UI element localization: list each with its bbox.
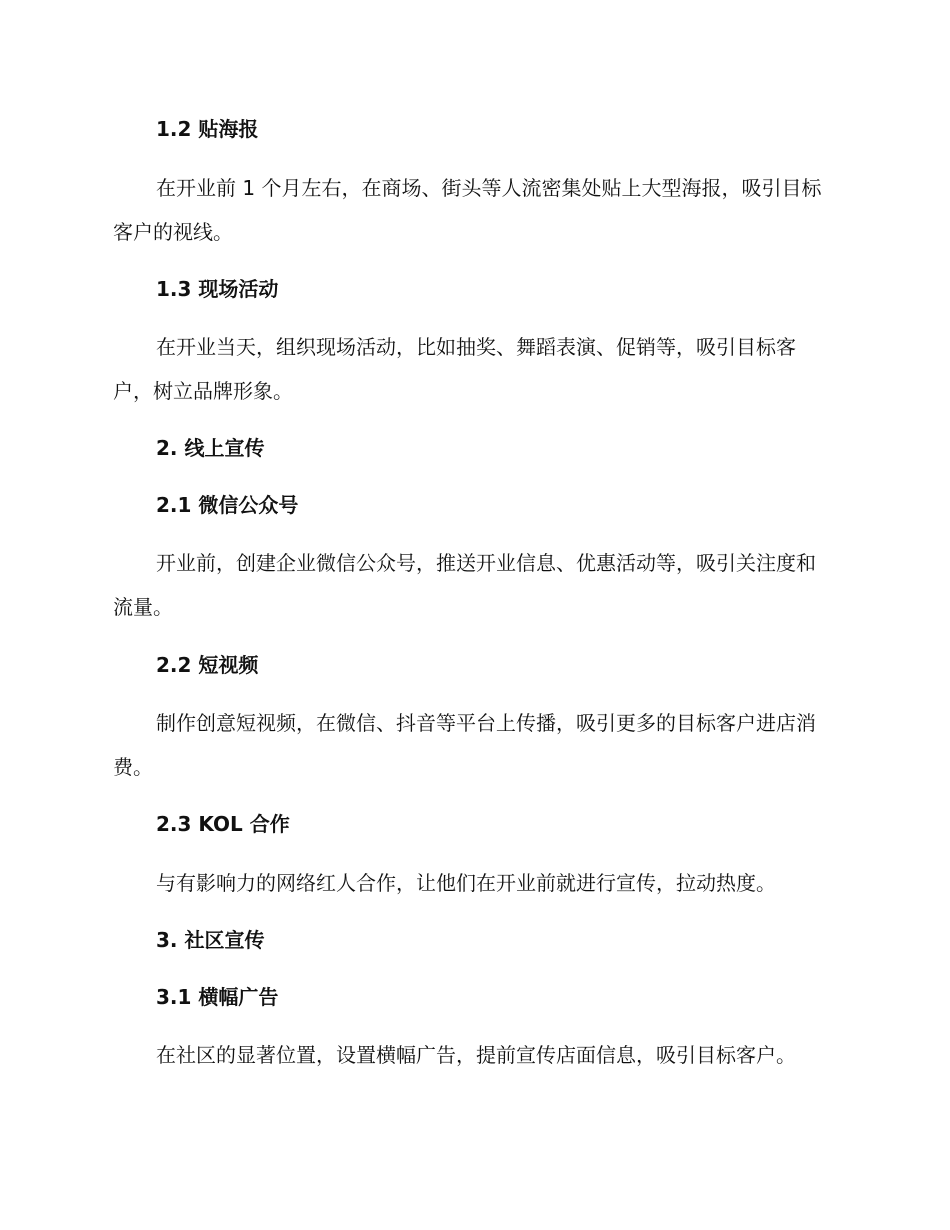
section-heading-2-1: 2.1 微信公众号	[156, 493, 299, 517]
paragraph-2-3: 与有影响力的网络红人合作，让他们在开业前就进行宣传，拉动热度。	[156, 871, 776, 895]
section-heading-2-2: 2.2 短视频	[156, 653, 259, 677]
paragraph-2-1: 开业前，创建企业微信公众号，推送开业信息、优惠活动等，吸引关注度和流量。	[113, 551, 816, 619]
section-heading-2-3: 2.3 KOL 合作	[156, 812, 290, 836]
section-heading-1-2: 1.2 贴海报	[156, 117, 259, 141]
section-heading-2: 2. 线上宣传	[156, 436, 265, 460]
section-heading-3: 3. 社区宣传	[156, 928, 265, 952]
paragraph-1-2: 在开业前 1 个月左右，在商场、街头等人流密集处贴上大型海报，吸引目标客户的视线。	[113, 176, 822, 244]
paragraph-2-2: 制作创意短视频，在微信、抖音等平台上传播，吸引更多的目标客户进店消费。	[113, 711, 816, 779]
paragraph-1-3: 在开业当天，组织现场活动，比如抽奖、舞蹈表演、促销等，吸引目标客户，树立品牌形象。	[113, 335, 796, 403]
section-heading-3-1: 3.1 横幅广告	[156, 985, 279, 1009]
section-heading-1-3: 1.3 现场活动	[156, 277, 279, 301]
paragraph-3-1: 在社区的显著位置，设置横幅广告，提前宣传店面信息，吸引目标客户。	[156, 1043, 796, 1067]
